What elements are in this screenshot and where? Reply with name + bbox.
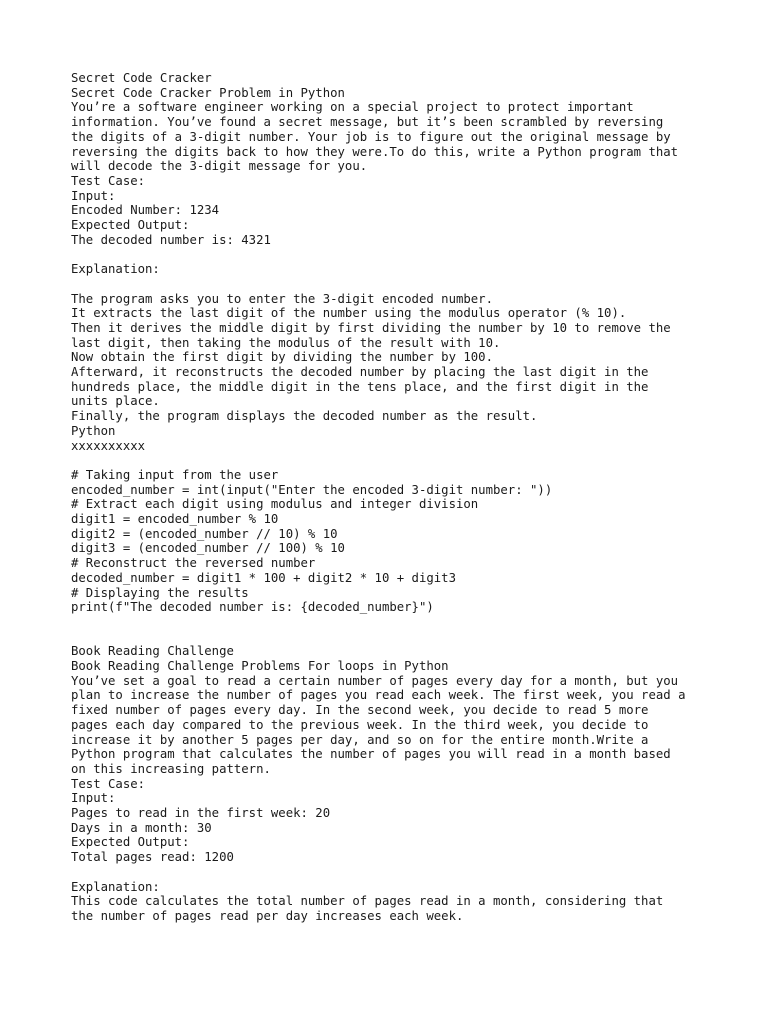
text-line: Then it derives the middle digit by first dividing the number by 10 to remove the	[71, 320, 671, 335]
text-line: the digits of a 3-digit number. Your job is to figure out the original message by	[71, 129, 671, 144]
blank-line	[71, 615, 751, 630]
text-line: # Extract each digit using modulus and integer division	[71, 497, 479, 512]
text-line: Secret Code Cracker Problem in Python	[71, 85, 345, 100]
text-line: reversing the digits back to how they were.To do this, write a Python program that	[71, 144, 679, 159]
text-line: Expected Output:	[71, 835, 190, 850]
text-line: It extracts the last digit of the number using the modulus operator (% 10).	[71, 306, 627, 321]
document-text	[71, 71, 751, 924]
blank-line	[71, 453, 751, 468]
text-line: Input:	[71, 188, 116, 203]
text-line: The decoded number is: 4321	[71, 232, 271, 247]
blank-line	[71, 630, 751, 645]
text-line: hundreds place, the middle digit in the tens place, and the first digit in the	[71, 379, 649, 394]
text-line: Finally, the program displays the decoded number as the result.	[71, 409, 538, 424]
text-line: Book Reading Challenge	[71, 644, 234, 659]
text-line: on this increasing pattern.	[71, 761, 271, 776]
text-line: Input:	[71, 791, 116, 806]
text-line: Afterward, it reconstructs the decoded number by placing the last digit in the	[71, 365, 649, 380]
text-line: Test Case:	[71, 173, 146, 188]
text-line: will decode the 3-digit message for you.	[71, 159, 368, 174]
text-line: xxxxxxxxxx	[71, 438, 146, 453]
text-line: # Reconstruct the reversed number	[71, 556, 316, 571]
text-line: Book Reading Challenge Problems For loops in Python	[71, 659, 449, 674]
text-line: Days in a month: 30	[71, 820, 212, 835]
text-line: # Taking input from the user	[71, 467, 279, 482]
text-line: digit1 = encoded_number % 10	[71, 512, 279, 527]
text-line: Expected Output:	[71, 218, 190, 233]
text-line: fixed number of pages every day. In the second week, you decide to read 5 more	[71, 703, 649, 718]
text-line: encoded_number = int(input("Enter the encoded 3-digit number: "))	[71, 482, 553, 497]
text-line: You’re a software engineer working on a special project to protect important	[71, 100, 634, 115]
text-line: decoded_number = digit1 * 100 + digit2 * 10 + digit3	[71, 570, 456, 585]
text-line: pages each day compared to the previous week. In the third week, you decide to	[71, 717, 649, 732]
blank-line	[71, 865, 751, 880]
text-line: You’ve set a goal to read a certain number of pages every day for a month, but you	[71, 673, 679, 688]
text-line: information. You’ve found a secret message, but it’s been scrambled by reversing	[71, 115, 664, 130]
text-line: print(f"The decoded number is: {decoded_number}")	[71, 600, 434, 615]
text-line: Secret Code Cracker	[71, 71, 212, 85]
text-line: units place.	[71, 394, 160, 409]
text-line: Explanation:	[71, 262, 160, 277]
blank-line	[71, 277, 751, 292]
text-line: # Displaying the results	[71, 585, 249, 600]
text-line: This code calculates the total number of pages read in a month, considering that	[71, 894, 664, 909]
text-line: Pages to read in the first week: 20	[71, 806, 331, 821]
text-line: The program asks you to enter the 3-digit encoded number.	[71, 291, 493, 306]
text-line: Now obtain the first digit by dividing the number by 100.	[71, 350, 493, 365]
text-line: digit2 = (encoded_number // 10) % 10	[71, 526, 338, 541]
text-line: plan to increase the number of pages you read each week. The first week, you read a	[71, 688, 686, 703]
text-line: Encoded Number: 1234	[71, 203, 220, 218]
text-line: Python program that calculates the number of pages you will read in a month based	[71, 747, 671, 762]
blank-line	[71, 247, 751, 262]
text-line: last digit, then taking the modulus of the result with 10.	[71, 335, 501, 350]
text-line: digit3 = (encoded_number // 100) % 10	[71, 541, 345, 556]
text-line: the number of pages read per day increases each week.	[71, 908, 464, 923]
text-line: Python	[71, 423, 116, 438]
text-line: Test Case:	[71, 776, 146, 791]
text-line: Total pages read: 1200	[71, 850, 234, 865]
text-line: increase it by another 5 pages per day, and so on for the entire month.Write a	[71, 732, 649, 747]
text-line: Explanation:	[71, 879, 160, 894]
